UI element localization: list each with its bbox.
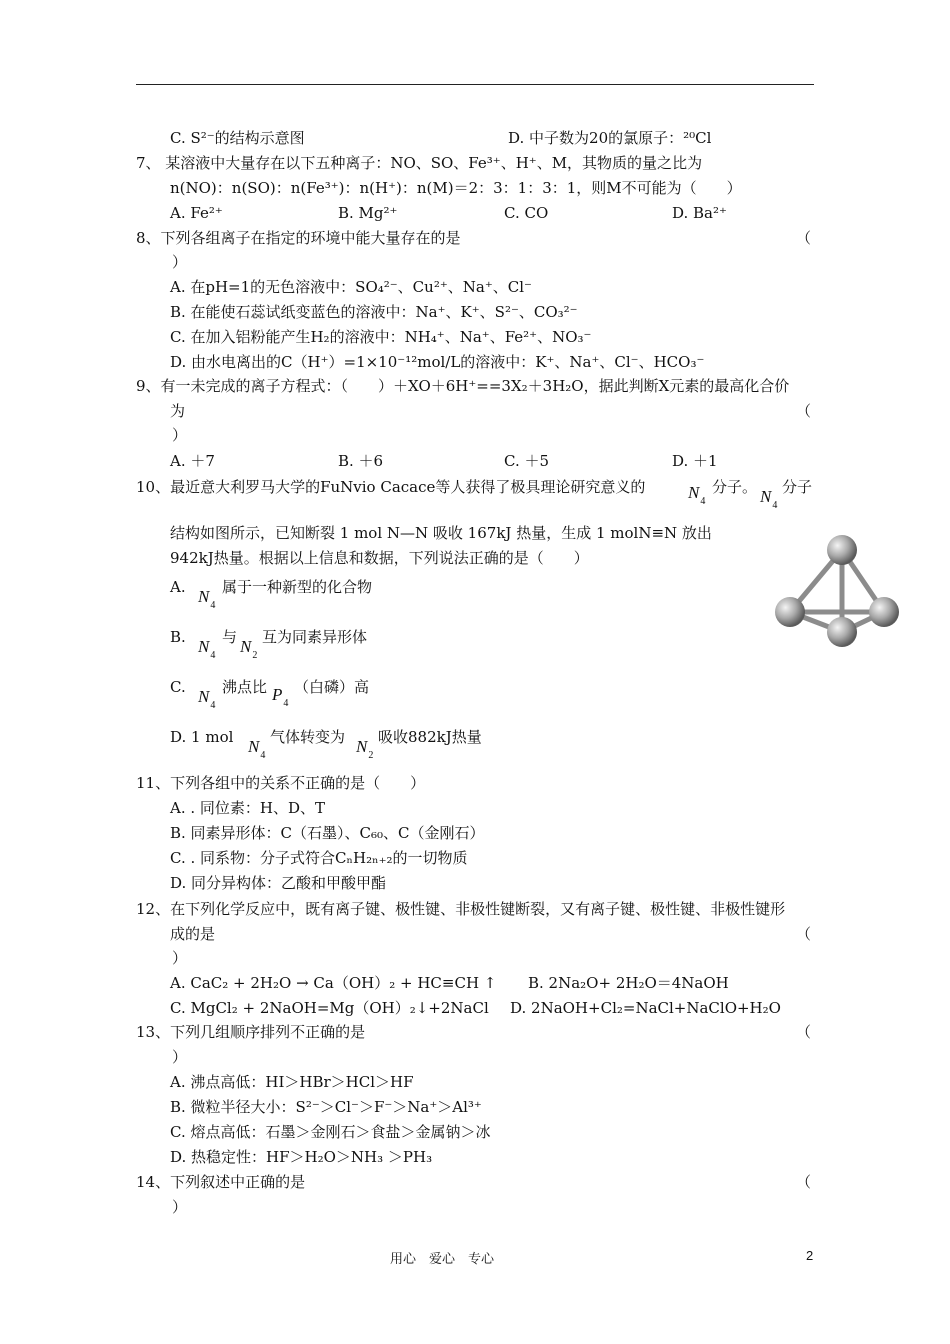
formula-n4: $N_4$ [688,483,706,507]
paren-open-12: （ [796,925,812,943]
option-10c-text: 沸点比 [222,678,268,696]
option-13b: B. 微粒半径大小：S²⁻＞Cl⁻＞F⁻＞Na⁺＞Al³⁺ [170,1098,482,1116]
question-10-molecule-2: 分子 [782,478,813,496]
page-number: 2 [806,1248,814,1263]
question-7-ratio: n(NO)：n(SO)：n(Fe³⁺)：n(H⁺)：n(M)＝2：3：1：3：1，则M不可能为（ ） [170,179,742,197]
nitrogen-atom [827,535,857,565]
option-11b: B. 同素异形体：C（石墨）、C₆₀、C（金刚石） [170,824,485,842]
nitrogen-atom [869,597,899,627]
option-7a: A. Fe²⁺ [170,204,223,222]
question-10: 10、最近意大利罗马大学的FuNvio Cacace等人获得了极具理论研究意义的 [136,478,646,496]
option-12a: A. CaC₂ + 2H₂O → Ca（OH）₂ + HC≡CH ↑ [170,974,497,992]
option-6d: D. 中子数为20的氯原子：²⁰Cl [508,129,712,147]
paren-close-13: ） [172,1048,188,1066]
question-10-molecule: 分子。 [712,478,758,496]
paren-close-12: ） [172,949,188,967]
option-10c-text-2: （白磷）高 [294,678,370,696]
paren-close-9: ） [172,426,188,444]
option-9c: C. ＋5 [504,452,550,470]
option-12d: D. 2NaOH+Cl₂=NaCl+NaClO+H₂O [510,999,781,1017]
option-12c: C. MgCl₂ + 2NaOH=Mg（OH）₂↓+2NaCl [170,999,489,1017]
formula-n4: $N_4$ [198,637,216,661]
formula-n4: $N_4$ [198,687,216,711]
question-14: 14、下列叙述中正确的是 [136,1173,306,1191]
formula-p4: $P_4$ [272,685,289,709]
option-10a-label: A. [170,578,186,596]
question-9: 9、有一未完成的离子方程式：（ ）＋XO＋6H⁺==3X₂＋3H₂O，据此判断X元素的最高化合价 [136,377,790,395]
option-9b: B. ＋6 [338,452,384,470]
option-10a-text: 属于一种新型的化合物 [222,578,373,596]
formula-n2: $N_2$ [356,737,374,761]
question-7: 7、 某溶液中大量存在以下五种离子：NO、SO、Fe³⁺、H⁺、M，其物质的量之比为 [136,154,703,172]
option-13d: D. 热稳定性：HF＞H₂O＞NH₃ ＞PH₃ [170,1148,433,1166]
option-11d: D. 同分异构体：乙酸和甲酸甲酯 [170,874,387,892]
paren-open-8: （ [796,229,812,247]
paren-close-8: ） [172,253,188,271]
question-9-cont: 为 [170,402,186,420]
formula-n2: $N_2$ [240,637,258,661]
option-10d-text-2: 吸收882kJ热量 [378,728,482,746]
question-12: 12、在下列化学反应中，既有离子键、极性键、非极性键断裂，又有离子键、极性键、非极性键形 [136,900,786,918]
option-10d-label: D. 1 mol [170,728,234,746]
option-7d: D. Ba²⁺ [672,204,727,222]
option-10b-with: 与 [222,628,238,646]
page-footer: 用心 爱心 专心 [390,1252,495,1267]
formula-n4: $N_4$ [760,487,778,511]
question-8: 8、下列各组离子在指定的环境中能大量存在的是 [136,229,461,247]
paren-open-13: （ [796,1023,812,1041]
question-12-cont: 成的是 [170,925,216,943]
option-7b: B. Mg²⁺ [338,204,398,222]
paren-close-14: ） [172,1198,188,1216]
question-13: 13、下列几组顺序排列不正确的是 [136,1023,366,1041]
nitrogen-atom [775,597,805,627]
option-6c: C. S²⁻的结构示意图 [170,129,305,147]
paren-open-9: （ [796,402,812,420]
option-8b: B. 在能使石蕊试纸变蓝色的溶液中：Na⁺、K⁺、S²⁻、CO₃²⁻ [170,303,578,321]
option-8a: A. 在pH=1的无色溶液中：SO₄²⁻、Cu²⁺、Na⁺、Cl⁻ [170,278,532,296]
option-13c: C. 熔点高低：石墨＞金刚石＞食盐＞金属钠＞冰 [170,1123,491,1141]
option-8c: C. 在加入铝粉能产生H₂的溶液中：NH₄⁺、Na⁺、Fe²⁺、NO₃⁻ [170,328,592,346]
option-7c: C. CO [504,204,549,222]
option-12b: B. 2Na₂O+ 2H₂O＝4NaOH [528,974,729,992]
nitrogen-atom [827,617,857,647]
option-10d-text: 气体转变为 [270,728,346,746]
option-8d: D. 由水电离出的C（H⁺）=1×10⁻¹²mol/L的溶液中：K⁺、Na⁺、Cl⁻、HCO₃⁻ [170,353,705,371]
paren-open-14: （ [796,1173,812,1191]
option-9d: D. ＋1 [672,452,718,470]
option-10b-label: B. [170,628,186,646]
option-9a: A. ＋7 [170,452,215,470]
question-10-prompt: 942kJ热量。根据以上信息和数据，下列说法正确的是（ ） [170,549,589,567]
formula-n4: $N_4$ [198,587,216,611]
option-10c-label: C. [170,678,186,696]
n4-molecule-figure [768,520,904,660]
option-11a: A. . 同位素：H、D、T [170,799,326,817]
option-10b-text: 互为同素异形体 [262,628,368,646]
option-13a: A. 沸点高低：HI＞HBr＞HCl＞HF [170,1073,414,1091]
option-11c: C. . 同系物：分子式符合CₙH₂ₙ₊₂的一切物质 [170,849,468,867]
formula-n4: $N_4$ [248,737,266,761]
question-10-structure: 结构如图所示，已知断裂 1 mol N—N 吸收 167kJ 热量，生成 1 molN≡N 放出 [170,524,712,542]
header-rule [136,84,814,85]
question-11: 11、下列各组中的关系不正确的是（ ） [136,774,426,792]
